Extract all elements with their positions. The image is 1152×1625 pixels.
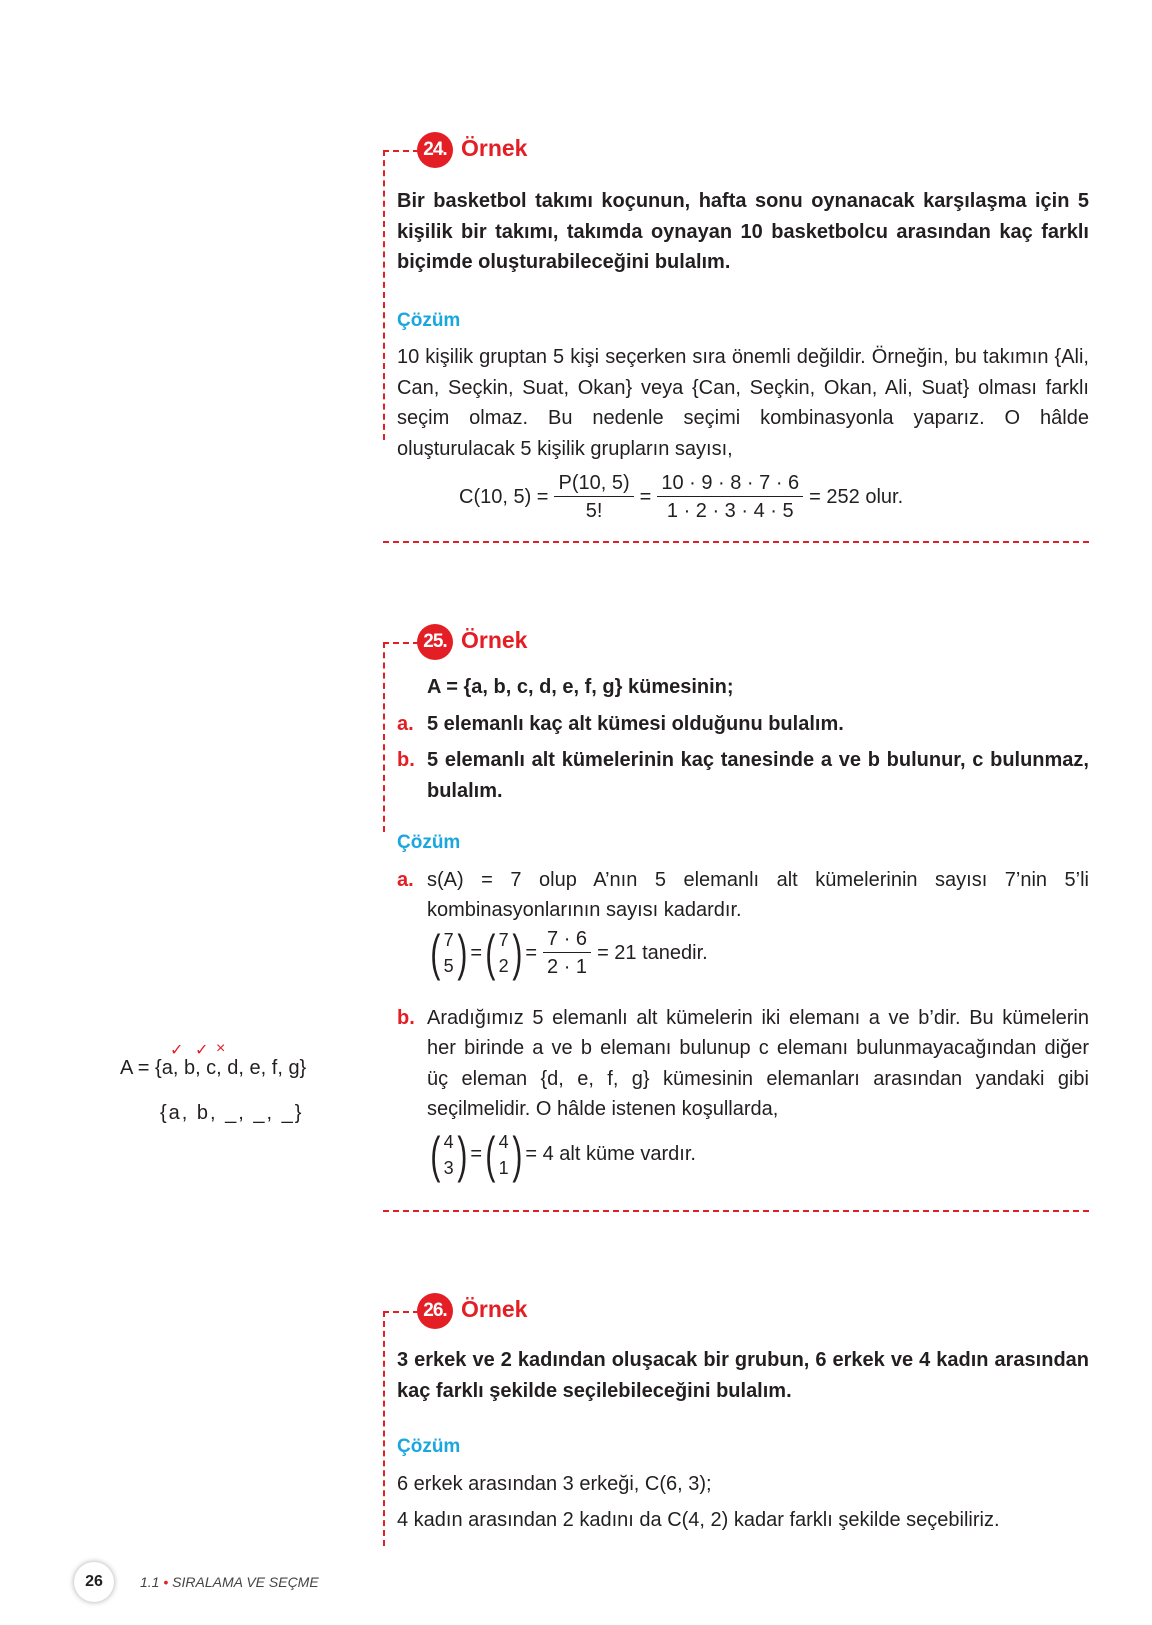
cross-icon: × xyxy=(216,1040,226,1057)
equals: = xyxy=(470,1143,483,1166)
numerator: P(10, 5) xyxy=(554,470,633,497)
page-footer xyxy=(74,1562,319,1602)
formula-a: ( 7 5 ) = ( 7 2 ) = $\frac{7 \cdot 6}{2 \cdot 1}$ = 21 tanedir. xyxy=(430,925,708,981)
solution-text: 10 kişilik gruptan 5 kişi seçerken sıra önemli değildir. Örneğin, bu takımın {Ali, Can, Seçkin, Suat, Okan} veya {Can, Seçkin, Okan, Ali, Suat} olması farklı seçim olmaz. Bu nedenle seçimi kombinasyonla yaparız. O hâlde oluşturulacak 5 kişilik grupların sayısı, xyxy=(397,346,1089,460)
binom-bottom: 1 xyxy=(498,1157,509,1178)
equals: = xyxy=(639,486,652,509)
question-a: 5 elemanlı kaç alt kümesi olduğunu bulalım. xyxy=(427,712,844,735)
page-number: 26 xyxy=(74,1562,114,1602)
example-title: Örnek xyxy=(461,1296,528,1322)
example-25 xyxy=(383,624,1089,1181)
formula-lhs: C(10, 5) = xyxy=(459,486,549,509)
numerator: 10 · 9 · 8 · 7 · 6 xyxy=(657,470,803,497)
solution-b: Aradığımız 5 elemanlı alt kümelerin iki elemanı a ve b’dir. Bu kümelerin her birinde a ve b elemanı bulunup c elemanı bulunmayacağından diğer üç eleman {d, e, f, g} kümesinin elemanları arasından yandaki gibi seçilmelidir. O hâlde istenen koşullarda, xyxy=(427,1006,1089,1120)
check-icon: ✓ xyxy=(170,1042,184,1059)
section-number: 1.1 xyxy=(140,1574,160,1590)
formula-result: = 4 alt küme vardır. xyxy=(525,1143,696,1166)
formula xyxy=(459,470,1089,525)
divider xyxy=(383,541,1089,543)
solution-label: Çözüm xyxy=(397,309,461,331)
solution-a: s(A) = 7 olup A’nın 5 elemanlı alt kümelerinin sayısı 7’nin 5’li kombinasyonlarının sayısı kadardır. xyxy=(427,868,1089,921)
equals: = xyxy=(470,941,483,964)
binom-bottom: 5 xyxy=(443,956,454,976)
intro: A = {a, b, c, d, e, f, g} kümesinin; xyxy=(427,676,734,698)
question: Bir basketbol takımı koçunun, hafta sonu oynanacak karşılaşma için 5 kişilik bir takımı, takımda oynayan 10 basketbolcu arasından kaç farklı biçimde oluşturabileceğini bulalım. xyxy=(397,190,1089,273)
question: 3 erkek ve 2 kadından oluşacak bir grubun, 6 erkek ve 4 kadın arasından kaç farklı şekilde seçilebileceğini bulalım. xyxy=(397,1349,1089,1402)
binom-top: 4 xyxy=(443,1131,454,1152)
solution-label: Çözüm xyxy=(397,1436,461,1457)
divider xyxy=(383,1210,1089,1212)
side-pick: {a, b, _, _, _} xyxy=(160,1102,304,1124)
example-24 xyxy=(383,132,1089,525)
item-label: b. xyxy=(397,749,415,771)
question-b: 5 elemanlı alt kümelerinin kaç tanesinde a ve b bulunur, c bulunmaz, bulalım. xyxy=(427,749,1089,802)
check-icon: ✓ xyxy=(195,1042,209,1059)
numerator: 7 · 6 xyxy=(543,926,591,953)
decorative-corner xyxy=(0,0,170,250)
side-set: A = {a, b, c, d, e, f, g} xyxy=(120,1057,307,1079)
solution-line: 4 kadın arasından 2 kadını da C(4, 2) kadar farklı şekilde seçebiliriz. xyxy=(397,1509,1000,1531)
item-label: a. xyxy=(397,712,414,735)
example-number-badge: 24. xyxy=(417,132,453,168)
example-number-badge: 26. xyxy=(417,1293,453,1329)
item-label: a. xyxy=(397,868,414,891)
binom-bottom: 2 xyxy=(498,956,509,976)
binom-top: 7 xyxy=(443,930,454,950)
binom-top: 7 xyxy=(498,930,509,950)
bullet: • xyxy=(163,1574,169,1590)
chapter-title: SIRALAMA VE SEÇME xyxy=(172,1574,319,1590)
formula-result: = 21 tanedir. xyxy=(597,941,708,964)
example-number-badge: 25. xyxy=(417,624,453,660)
binom-bottom: 3 xyxy=(443,1157,454,1178)
formula-b: ( 4 3 ) = ( 4 1 ) = 4 alt küme vardır. xyxy=(430,1126,696,1183)
example-title: Örnek xyxy=(461,627,528,653)
denominator: 2 · 1 xyxy=(547,955,588,978)
binom-top: 4 xyxy=(498,1131,509,1152)
item-label: b. xyxy=(397,1006,415,1029)
denominator: 1 · 2 · 3 · 4 · 5 xyxy=(666,500,794,522)
solution-label: Çözüm xyxy=(397,832,461,853)
equals: = xyxy=(525,941,538,964)
example-title: Örnek xyxy=(461,135,528,161)
formula-result: = 252 olur. xyxy=(809,486,904,509)
denominator: 5! xyxy=(585,500,603,522)
solution-line: 6 erkek arasından 3 erkeği, C(6, 3); xyxy=(397,1472,712,1495)
example-26 xyxy=(383,1293,1089,1536)
